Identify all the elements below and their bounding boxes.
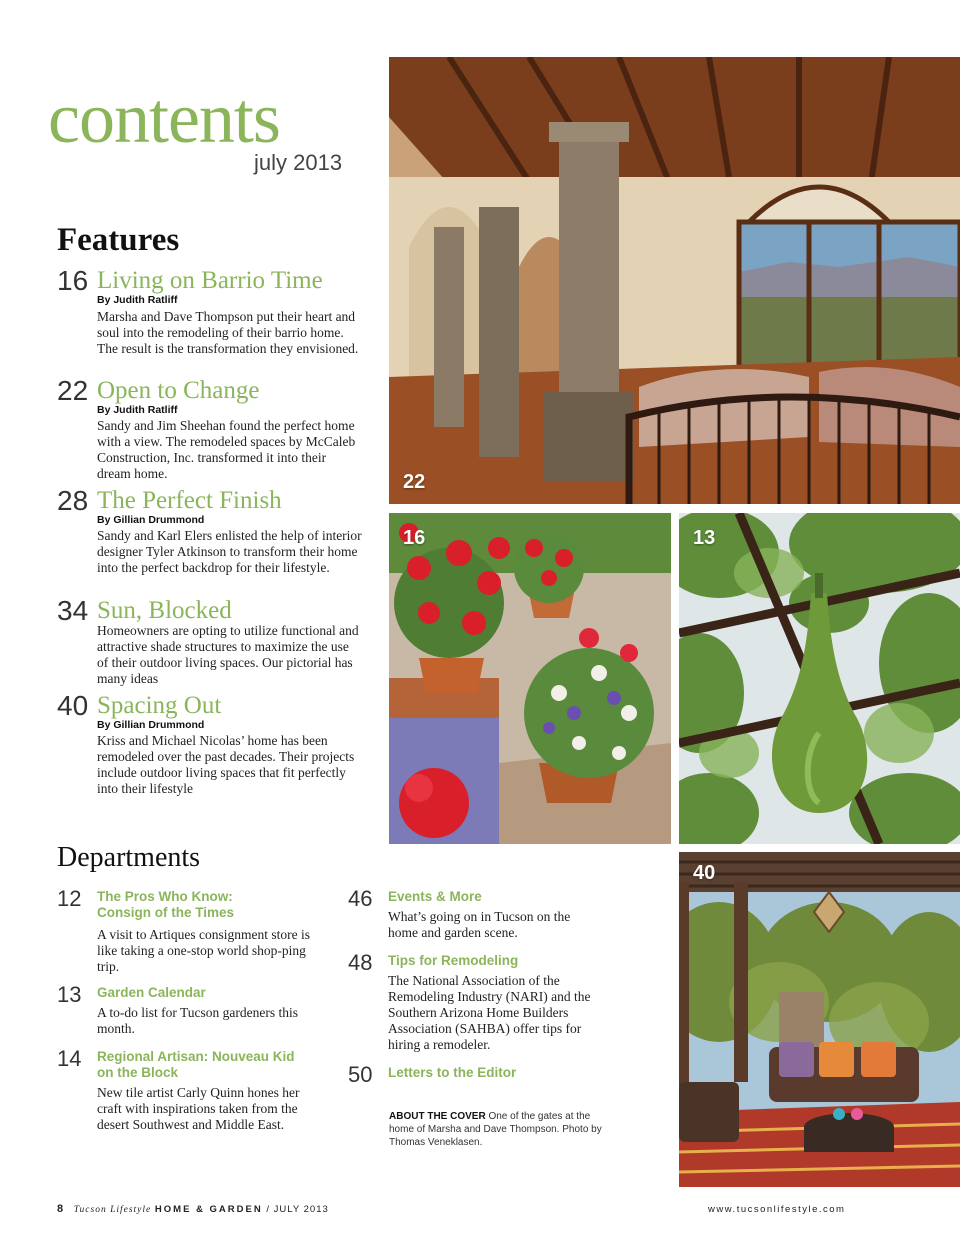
department-page-number: 12 (57, 886, 82, 911)
feature-page-number: 40 (57, 690, 89, 721)
cover-caption: One of the gates at the home of Marsha and Dave Thompson. Photo by Thomas Veneklasen. (389, 1111, 602, 1148)
feature-byline: By Judith Ratliff (97, 294, 178, 306)
department-page-number: 13 (57, 982, 82, 1007)
feature-byline: By Gillian Drummond (97, 719, 205, 731)
feature-description: Homeowners are opting to utilize functional and attractive shade structures to maximize the use of their outdoor living spaces. Our pictorial has many ideas (97, 623, 359, 686)
department-title[interactable]: The Pros Who Know: Consign of the Times (97, 889, 235, 920)
folio (57, 1203, 329, 1215)
magazine-brand: Tucson Lifestyle (73, 1205, 152, 1215)
interior-photo[interactable] (389, 57, 960, 504)
department-page-number: 50 (348, 1062, 373, 1087)
section-name: HOME & GARDEN (154, 1204, 263, 1215)
department-description: A visit to Artiques consignment store is like taking a one-stop world shop-ping trip. (97, 927, 310, 974)
gourd-photo[interactable] (679, 513, 960, 844)
department-title[interactable]: Tips for Remodeling (388, 953, 519, 968)
feature-byline: By Gillian Drummond (97, 514, 205, 526)
photo-page-number: 13 (693, 527, 716, 549)
department-description: A to-do list for Tucson gardeners this month. (97, 1005, 298, 1036)
feature-title[interactable]: Living on Barrio Time (97, 267, 323, 294)
department-page-number: 48 (348, 950, 373, 975)
feature-page-number: 28 (57, 485, 89, 516)
feature-title[interactable]: Open to Change (97, 377, 260, 404)
department-page-number: 14 (57, 1046, 82, 1071)
feature-title[interactable]: Spacing Out (97, 692, 222, 719)
feature-page-number: 34 (57, 595, 89, 626)
photo-page-number: 22 (403, 471, 426, 493)
cover-label: ABOUT THE COVER (389, 1111, 486, 1122)
feature-description: Sandy and Karl Elers enlisted the help of interior designer Tyler Atkinson to transform their home into the perfect backdrop for their lifestyle. (97, 528, 362, 575)
feature-description: Kriss and Michael Nicolas’ home has been remodeled over the past decades. Their projects include outdoor living spaces that fit perfectly into their lifestyle (97, 733, 355, 796)
photo-page-number: 16 (403, 527, 426, 549)
department-title[interactable]: Events & More (388, 889, 482, 904)
department-description: New tile artist Carly Quinn hones her craft with inspirations taken from the desert Southwest and Middle East. (97, 1085, 300, 1132)
photo-page-number: 40 (693, 862, 716, 884)
feature-byline: By Judith Ratliff (97, 404, 178, 416)
department-title[interactable]: Garden Calendar (97, 985, 206, 1000)
features-heading: Features (57, 222, 180, 258)
feature-title[interactable]: Sun, Blocked (97, 597, 232, 624)
issue-label: JULY 2013 (273, 1204, 329, 1215)
departments-heading: Departments (57, 842, 201, 873)
feature-title[interactable]: The Perfect Finish (97, 487, 282, 514)
department-title[interactable]: Letters to the Editor (388, 1065, 517, 1080)
contents-title: contents (48, 78, 280, 158)
feature-page-number: 16 (57, 265, 89, 296)
flowers-photo[interactable] (389, 513, 671, 844)
patio-photo[interactable] (679, 852, 960, 1187)
page-number: 8 (57, 1203, 65, 1215)
department-title[interactable]: Regional Artisan: Nouveau Kid on the Block (97, 1049, 295, 1080)
website-link[interactable]: www.tucsonlifestyle.com (708, 1204, 846, 1215)
folio-separator: / (266, 1204, 270, 1215)
feature-description: Marsha and Dave Thompson put their heart and soul into the remodeling of their barrio home. The result is the transformation they envisioned. (97, 309, 359, 356)
issue-date: july 2013 (254, 150, 343, 175)
about-the-cover (389, 1110, 604, 1149)
department-page-number: 46 (348, 886, 373, 911)
department-description: What’s going on in Tucson on the home and garden scene. (388, 909, 571, 940)
feature-page-number: 22 (57, 375, 89, 406)
feature-description: Sandy and Jim Sheehan found the perfect home with a view. The remodeled spaces by McCaleb Construction, Inc. transformed it into their dream home. (97, 418, 356, 481)
department-description: The National Association of the Remodeling Industry (NARI) and the Southern Arizona Home Builders Association (SAHBA) offer tips for hiring a remodeler. (388, 973, 591, 1052)
